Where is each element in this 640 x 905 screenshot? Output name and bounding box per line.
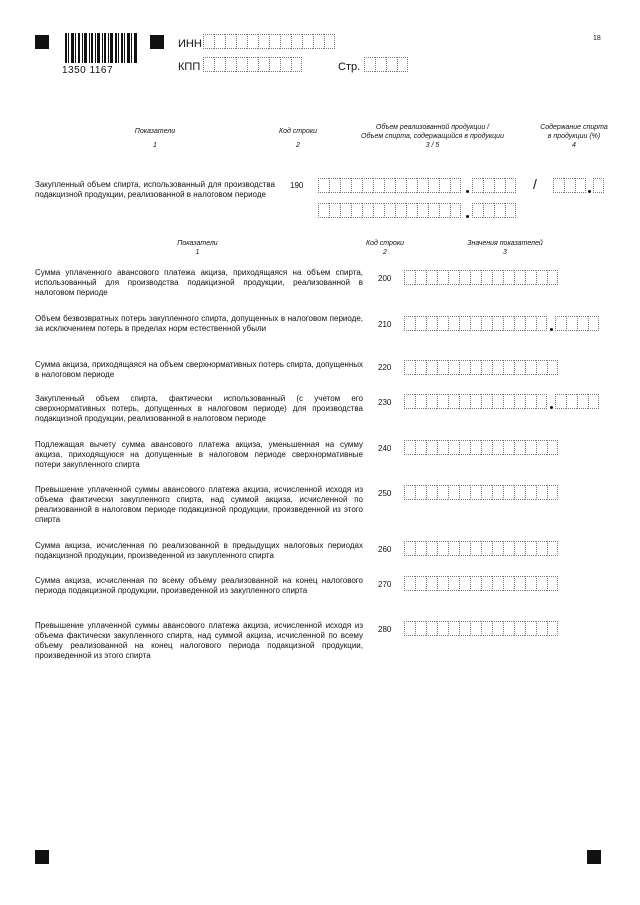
row-280-value-field[interactable] (404, 621, 558, 636)
t1-header-volume-2: Объем спирта, содержащийся в продукции (361, 133, 504, 140)
barcode-number: 1350 1167 (62, 65, 114, 76)
row-190-slash: / (533, 176, 537, 192)
t2-header-values-num: 3 (503, 249, 507, 256)
row-260-text: Сумма акциза, исчисленная по реализованной в предыдущих налоговых периодах подакцизной продукции, произведенной из закупленного спирта (35, 541, 363, 560)
row-230-decimal-point (550, 406, 553, 409)
registration-marker-top-mid (150, 35, 164, 49)
row-250-code: 250 (378, 489, 392, 498)
barcode (65, 33, 137, 63)
page-number: 18 (593, 35, 601, 42)
row-210-fraction-field[interactable] (555, 316, 599, 331)
page-label: Стр. (338, 61, 361, 73)
inn-label: ИНН (178, 38, 202, 50)
t1-header-alcohol-2: в продукции (%) (547, 133, 601, 140)
kpp-field[interactable] (203, 57, 302, 72)
row-280-text: Превышение уплаченной суммы авансового платежа акциза, исчисленной исходя из объема фактически закупленного спирта, над суммой акциза, исчисленной по всему объему реализованной на конец налогового периода подакцизной продукции, произведенной из этого спирта (35, 621, 363, 660)
row-200-value-field[interactable] (404, 270, 558, 285)
row-230-value-field[interactable] (404, 394, 547, 409)
row-210-decimal-point (550, 328, 553, 331)
row-190-alcohol-field[interactable] (553, 178, 586, 193)
t2-header-indicators: Показатели (177, 240, 218, 247)
kpp-label: КПП (178, 61, 201, 73)
t1-header-line-code: Код строки (278, 128, 318, 135)
row-270-code: 270 (378, 580, 392, 589)
t1-header-volume-num: 3 / 5 (425, 142, 440, 149)
t1-header-alcohol-num: 4 (572, 142, 576, 149)
row-190-volume-field[interactable] (318, 178, 461, 193)
row-200-text: Сумма уплаченного авансового платежа акциза, приходящаяся на объем спирта, использованный для производства подакцизной продукции, реализованной в налоговом периоде (35, 268, 363, 297)
row-190-alcohol-volume-field[interactable] (318, 203, 461, 218)
row-220-code: 220 (378, 363, 392, 372)
t2-header-indicators-num: 1 (195, 249, 200, 256)
row-190-decimal-point (466, 190, 469, 193)
row-240-code: 240 (378, 444, 392, 453)
row-190-volume-fraction-field[interactable] (472, 178, 516, 193)
t2-header-values: Значения показателей (467, 240, 543, 247)
row-280-code: 280 (378, 625, 392, 634)
row-270-value-field[interactable] (404, 576, 558, 591)
t2-header-line-code: Код строки (365, 240, 405, 247)
row-250-value-field[interactable] (404, 485, 558, 500)
inn-field[interactable] (203, 34, 335, 49)
row-250-text: Превышение уплаченной суммы авансового платежа акциза, исчисленной исходя из объема фактически закупленного спирта, над суммой акциза, исчисленной по реализованной в налоговом периоде подакцизной продукции, произведенной из этого спирта (35, 485, 363, 524)
t1-header-volume-1: Объем реализованной продукции / (375, 124, 490, 131)
row-230-text: Закупленный объем спирта, фактически использованный (с учетом его сверхнормативных потерь, допущенных в налоговом периоде) для производства подакцизной продукции, реализованной в налоговом периоде (35, 394, 363, 423)
page-field[interactable] (364, 57, 408, 72)
t1-header-indicators: Показатели (134, 128, 176, 135)
row-190-code: 190 (290, 181, 304, 190)
row-190-alcohol-fraction-field[interactable] (593, 178, 604, 193)
row-260-code: 260 (378, 545, 392, 554)
row-260-value-field[interactable] (404, 541, 558, 556)
row-210-text: Объем безвозвратных потерь закупленного спирта, допущенных в налоговом периоде, за исключением потерь в пределах норм естественной убыли (35, 314, 363, 333)
row-200-code: 200 (378, 274, 392, 283)
row-240-text: Подлежащая вычету сумма авансового платежа акциза, уменьшенная на сумму акциза, приходящуюся на допущенные в налоговом периоде сверхнормативные потери закупленного спирта (35, 440, 363, 469)
t1-header-indicators-num: 1 (153, 142, 157, 149)
row-230-code: 230 (378, 398, 392, 407)
row-210-value-field[interactable] (404, 316, 547, 331)
row-190-text: Закупленный объем спирта, использованный для производства подакцизной продукции, реализованной в налоговом периоде (35, 180, 275, 199)
t1-header-line-code-num: 2 (296, 142, 300, 149)
row-210-code: 210 (378, 320, 392, 329)
row-220-value-field[interactable] (404, 360, 558, 375)
row-190-alcohol-volume-decimal-point (466, 215, 469, 218)
row-270-text: Сумма акциза, исчисленная по всему объему реализованной на конец налогового периода подакцизной продукции, произведенной из закупленного спирта (35, 576, 363, 595)
registration-marker-bottom-left (35, 850, 49, 864)
row-220-text: Сумма акциза, приходящаяся на объем сверхнормативных потерь спирта, допущенных в налоговом периоде (35, 360, 363, 379)
row-190-alcohol-decimal-point (588, 190, 591, 193)
registration-marker-bottom-right (587, 850, 601, 864)
registration-marker-top-left (35, 35, 49, 49)
t1-header-alcohol-1: Содержание спирта (540, 124, 608, 131)
row-230-fraction-field[interactable] (555, 394, 599, 409)
row-190-alcohol-volume-fraction-field[interactable] (472, 203, 516, 218)
t2-header-line-code-num: 2 (383, 249, 387, 256)
row-240-value-field[interactable] (404, 440, 558, 455)
